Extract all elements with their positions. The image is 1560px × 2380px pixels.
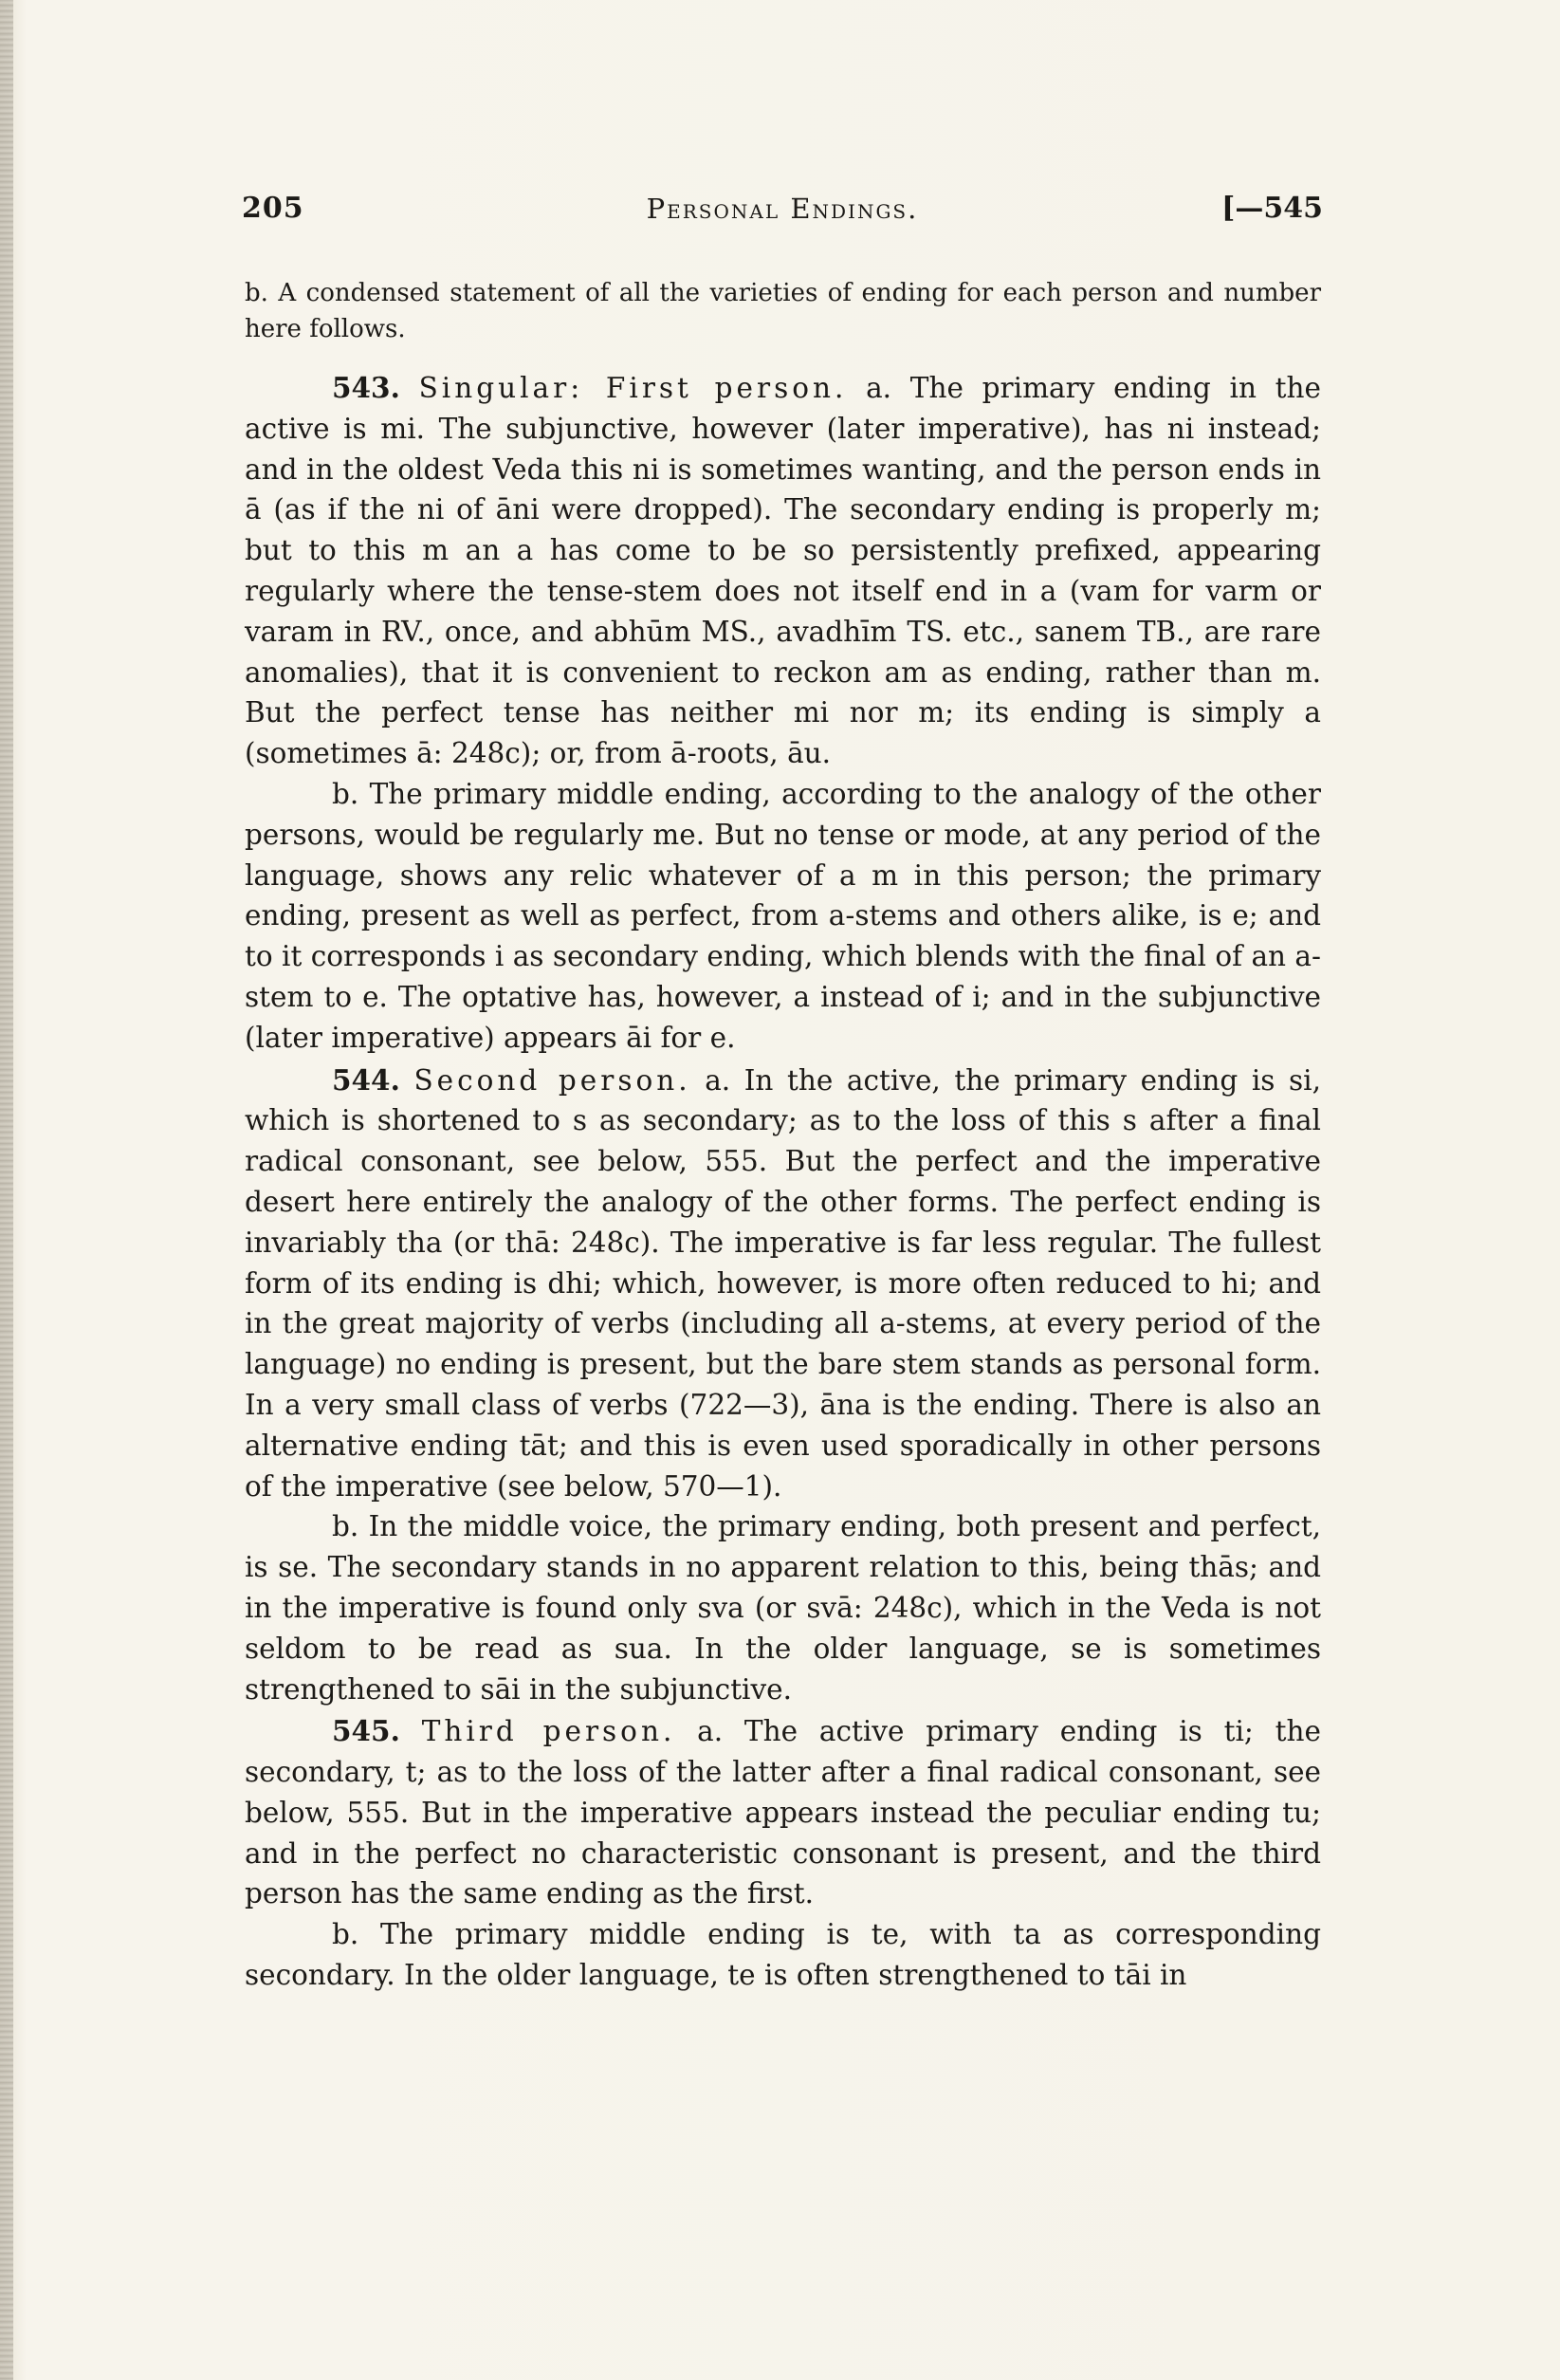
section-545-text-a: a. The active primary ending is ti; the secondary, t; as to the loss of the latter after a final radical consonant, see below, 555. But in the imperative appears instead the peculiar ending tu; and in the perfect no characteristic consonant is present, and the third person has the same ending as the first. (245, 1715, 1321, 1910)
section-heading-544: Second person. (413, 1063, 691, 1097)
section-heading-543: Singular: First person. (418, 372, 848, 404)
section-543-paragraph-b: b. The primary middle ending, according to the analogy of the other persons, would be regularly me. But no tense or mode, at any period of the language, shows any relic whatever of a m in this person; the primary ending, present as well as perfect, from a-stems and others alike, is e; and to it corresponds i as secondary ending, which blends with the final of an a-stem to e. The optative has, however, a instead of i; and in the subjunctive (later imperative) appears āi for e. (245, 777, 1321, 1054)
section-number-543: 543. (332, 371, 400, 404)
body-text (245, 275, 1321, 1996)
section-544-paragraph-a (245, 1061, 1321, 1507)
section-544-text-a: a. In the active, the primary ending is si, which is shortened to s as secondary; as to the loss of this s after a final radical consonant, see below, 555. But the perfect and the imperative desert here entirely the analogy of the other forms. The perfect ending is invariably tha (or thā: 248c). The imperative is far less regular. The fullest form of its ending is dhi; which, however, is more often reduced to hi; and in the great majority of verbs (including all a-stems, at every period of the language) no ending is present, but the bare stem stands as personal form. In a very small class of verbs (722—3), āna is the ending. There is also an alternative ending tāt; and this is even used sporadically in other persons of the imperative (see below, 570—1). (245, 1063, 1321, 1503)
running-title: Personal Endings. (646, 193, 919, 225)
page-spine-edge (0, 0, 13, 2380)
section-number-545: 545. (332, 1714, 400, 1748)
running-head (242, 190, 1323, 228)
intro-paragraph: b. A condensed statement of all the varieties of ending for each person and number here follows. (245, 279, 1321, 343)
section-number-544: 544. (332, 1062, 400, 1097)
section-543-paragraph-a (245, 368, 1321, 774)
section-heading-545: Third person. (421, 1715, 676, 1748)
section-545-paragraph-a (245, 1711, 1321, 1914)
section-reference: [—545 (1221, 192, 1323, 225)
section-544-paragraph-b: b. In the middle voice, the primary ending, both present and perfect, is se. The secondary stands in no apparent relation to this, being thās; and in the imperative is found only sva (or svā: 248c), which in the Veda is not seldom to be read as sua. In the older language, se is sometimes strengthened to sāi in the subjunctive. (245, 1510, 1321, 1706)
section-543-text-a: a. The primary ending in the active is mi. The subjunctive, however (later imperative), has ni instead; and in the oldest Veda this ni is sometimes wanting, and the person ends in ā (as if the ni of āni were dropped). The secondary ending is properly m; but to this m an a has come to be so persistently prefixed, appearing regularly where the tense-stem does not itself end in a (vam for varm or varam in RV., once, and abhūm MS., avadhīm TS. etc., sanem TB., are rare anomalies), that it is convenient to reckon am as ending, rather than m. But the perfect tense has neither mi nor m; its ending is simply a (sometimes ā: 248c); or, from ā-roots, āu. (245, 372, 1321, 770)
section-545-paragraph-b: b. The primary middle ending is te, with ta as corresponding secondary. In the older language, te is often strengthened to tāi in (245, 1918, 1321, 1992)
page-number: 205 (242, 192, 304, 225)
